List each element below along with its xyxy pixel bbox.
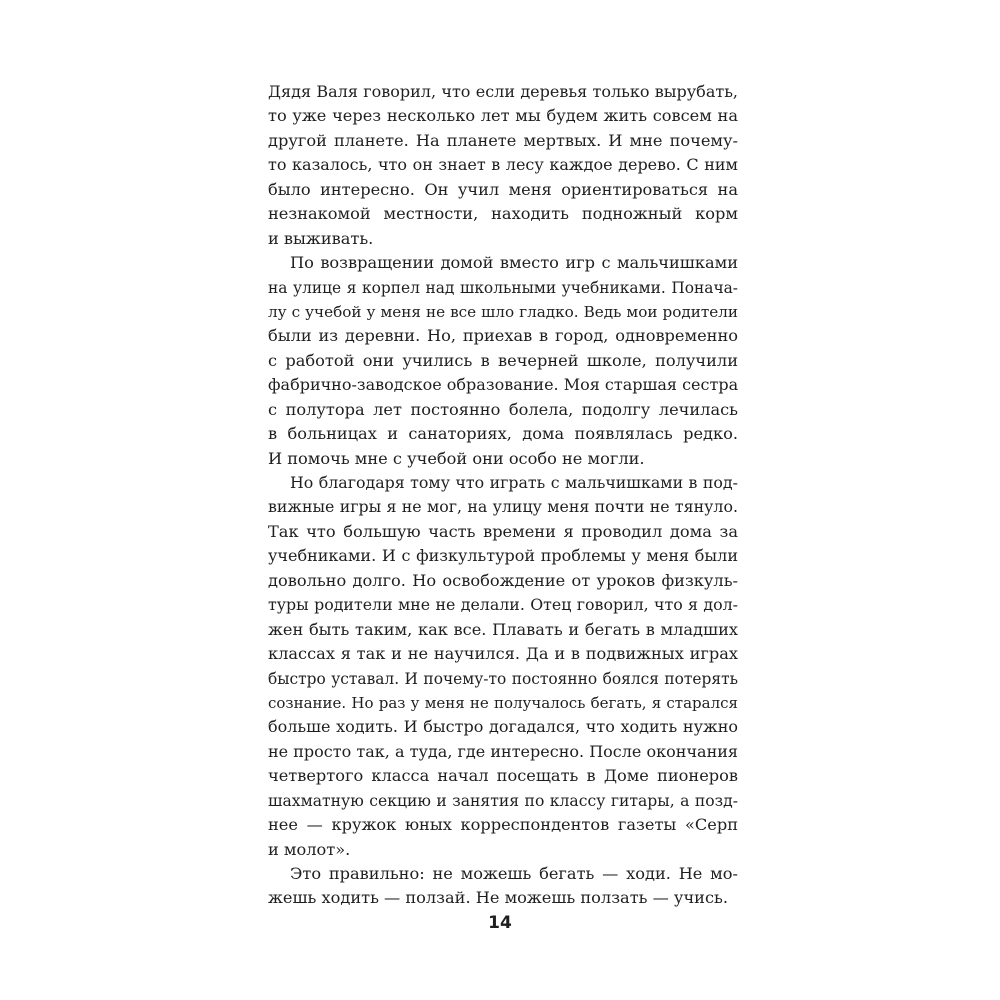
paragraph-2 [268, 251, 738, 471]
text-line: другой планете. На планете мертвых. И мне почему- [268, 130, 738, 150]
page-number: 14 [488, 913, 512, 933]
text-line: с полутора лет постоянно болела, подолгу лечилась [268, 399, 738, 419]
text-line: с работой они учились в вечерней школе, получили [268, 350, 738, 370]
text-line: лу с учебой у меня не все шло гладко. Ведь мои родители [268, 302, 738, 321]
text-line: туры родители мне не делали. Отец говорил, что я дол- [268, 595, 738, 615]
text-line: то казалось, что он знает в лесу каждое дерево. С ним [268, 155, 738, 175]
paragraph-3 [268, 471, 738, 862]
text-line: учебниками. И с физкультурой проблемы у меня были [268, 546, 738, 566]
text-line: нее — кружок юных корреспондентов газеты «Серп [268, 815, 738, 835]
page-body [268, 80, 738, 911]
text-line: вижные игры я не мог, на улицу меня почти не тянуло. [268, 497, 738, 517]
text-line: Дядя Валя говорил, что если деревья только вырубать, [268, 82, 738, 101]
text-line: И помочь мне с учебой они особо не могли. [268, 448, 645, 468]
text-line: было интересно. Он учил меня ориентироваться на [268, 179, 738, 199]
paragraph-4 [268, 862, 738, 911]
text-line: то уже через несколько лет мы будем жить совсем на [268, 106, 738, 126]
paragraph-1 [268, 80, 738, 251]
text-line: незнакомой местности, находить подножный корм [268, 204, 738, 224]
text-line: были из деревни. Но, приехав в город, одновременно [268, 326, 738, 346]
text-line: и молот». [268, 839, 351, 859]
text-line: больше ходить. И быстро догадался, что ходить нужно [268, 717, 738, 737]
text-line: Это правильно: не можешь бегать — ходи. Не мо- [290, 864, 738, 883]
text-line: быстро уставал. И почему-то постоянно боялся потерять [268, 669, 738, 688]
text-line: не просто так, а туда, где интересно. После окончания [268, 741, 738, 761]
text-line: жен быть таким, как все. Плавать и бегать в младших [268, 619, 738, 639]
text-line: четвертого класса начал посещать в Доме пионеров [268, 766, 738, 786]
text-line: Но благодаря тому что играть с мальчишками в под- [290, 473, 738, 492]
text-line: жешь ходить — ползай. Не можешь ползать — учись. [268, 888, 728, 908]
text-line: в больницах и санаториях, дома появлялась редко. [268, 424, 738, 444]
text-line: на улице я корпел над школьными учебниками. Понача- [268, 278, 738, 297]
text-line: сознание. Но раз у меня не получалось бегать, я старался [268, 693, 738, 712]
text-line: фабрично-заводское образование. Моя старшая сестра [268, 375, 739, 395]
text-line: шахматную секцию и занятия по классу гитары, а позд- [268, 791, 738, 810]
text-line: классах я так и не научился. Да и в подвижных играх [268, 644, 738, 664]
text-line: По возвращении домой вместо игр с мальчишками [290, 253, 738, 273]
text-line: Так что большую часть времени я проводил дома за [268, 521, 738, 541]
text-line: и выживать. [268, 228, 374, 248]
text-line: довольно долго. Но освобождение от уроков физкуль- [268, 570, 738, 590]
